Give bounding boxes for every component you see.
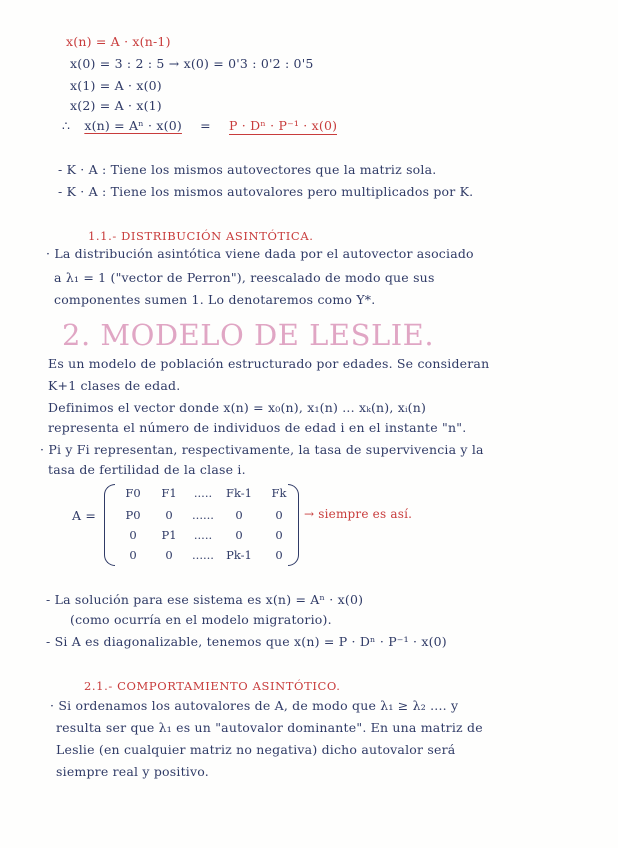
matrix-cell: F1 [161, 486, 177, 500]
equation-equals: = [200, 118, 211, 133]
therefore-symbol: ∴ [62, 118, 71, 133]
matrix-cell: 0 [165, 508, 173, 522]
bullet-solution: - La solución para ese sistema es x(n) = Aⁿ · x(0) [46, 592, 364, 607]
matrix-cell: P0 [125, 508, 141, 522]
paragraph-line: representa el número de individuos de edad i en el instante "n". [48, 420, 467, 435]
matrix-cell: Fk [271, 486, 287, 500]
equation-x1: x(1) = A · x(0) [70, 78, 162, 93]
matrix-cell: 0 [275, 508, 283, 522]
paragraph-line: componentes sumen 1. Lo denotaremos como Y*. [54, 292, 376, 307]
equation-x2: x(2) = A · x(1) [70, 98, 162, 113]
bullet-diagonalizable: - Si A es diagonalizable, tenemos que x(n) = P · Dⁿ · P⁻¹ · x(0) [46, 634, 447, 649]
matrix-cell: ..... [193, 486, 213, 500]
paragraph-line: · Pi y Fi representan, respectivamente, la tasa de supervivencia y la [40, 442, 484, 457]
equation-general-rhs: P · Dⁿ · P⁻¹ · x(0) [229, 118, 338, 133]
paragraph-line: · La distribución asintótica viene dada por el autovector asociado [46, 246, 474, 261]
bullet-same-eigenvalues: - K · A : Tiene los mismos autovalores pero multiplicados por K. [58, 184, 474, 199]
bullet-solution-note: (como ocurría en el modelo migratorio). [70, 612, 332, 627]
matrix-cell: 0 [235, 528, 243, 542]
matrix-cell: 0 [275, 528, 283, 542]
bullet-same-eigenvectors: - K · A : Tiene los mismos autovectores que la matriz sola. [58, 162, 437, 177]
matrix-cell: ...... [192, 508, 214, 522]
matrix-cell: Fk-1 [226, 486, 252, 500]
matrix-cell: Pk-1 [226, 548, 252, 562]
matrix-note: → siempre es así. [304, 507, 413, 521]
paragraph-line: Es un modelo de población estructurado por edades. Se consideran [48, 356, 490, 371]
section-asymptotic-behavior-title: 2.1.- COMPORTAMIENTO ASINTÓTICO. [84, 679, 341, 693]
matrix-cell: ...... [192, 548, 214, 562]
paragraph-line: a λ₁ = 1 ("vector de Perron"), reescalado de modo que sus [54, 270, 435, 285]
matrix-cell: 0 [235, 508, 243, 522]
paragraph-line: · Si ordenamos los autovalores de A, de modo que λ₁ ≥ λ₂ .... y [50, 698, 459, 713]
matrix-label: A = [72, 508, 97, 523]
matrix-cell: F0 [125, 486, 141, 500]
matrix-cell: 0 [129, 548, 137, 562]
equation-recurrence: x(n) = A · x(n-1) [66, 34, 171, 49]
matrix-cell: 0 [129, 528, 137, 542]
matrix-cell: 0 [275, 548, 283, 562]
equation-initial-state: x(0) = 3 : 2 : 5 → x(0) = 0'3 : 0'2 : 0'5 [70, 56, 314, 71]
equation-general-lhs: x(n) = Aⁿ · x(0) [84, 118, 182, 133]
matrix-cell: ..... [193, 528, 213, 542]
paragraph-line: Definimos el vector donde x(n) = x₀(n), x₁(n) ... xₖ(n), xᵢ(n) [48, 400, 427, 415]
paragraph-line: siempre real y positivo. [56, 764, 209, 779]
equation-general [62, 118, 337, 134]
matrix-cell: P1 [161, 528, 177, 542]
paragraph-line: tasa de fertilidad de la clase i. [48, 462, 246, 477]
paragraph-line: K+1 clases de edad. [48, 378, 181, 393]
paragraph-line: Leslie (en cualquier matriz no negativa) dicho autovalor será [56, 742, 456, 757]
paragraph-line: resulta ser que λ₁ es un "autovalor dominante". En una matriz de [56, 720, 483, 735]
heading-leslie-model: 2. MODELO DE LESLIE. [62, 318, 435, 352]
matrix-cell: 0 [165, 548, 173, 562]
section-asymptotic-distribution-title: 1.1.- DISTRIBUCIÓN ASINTÓTICA. [88, 229, 314, 243]
